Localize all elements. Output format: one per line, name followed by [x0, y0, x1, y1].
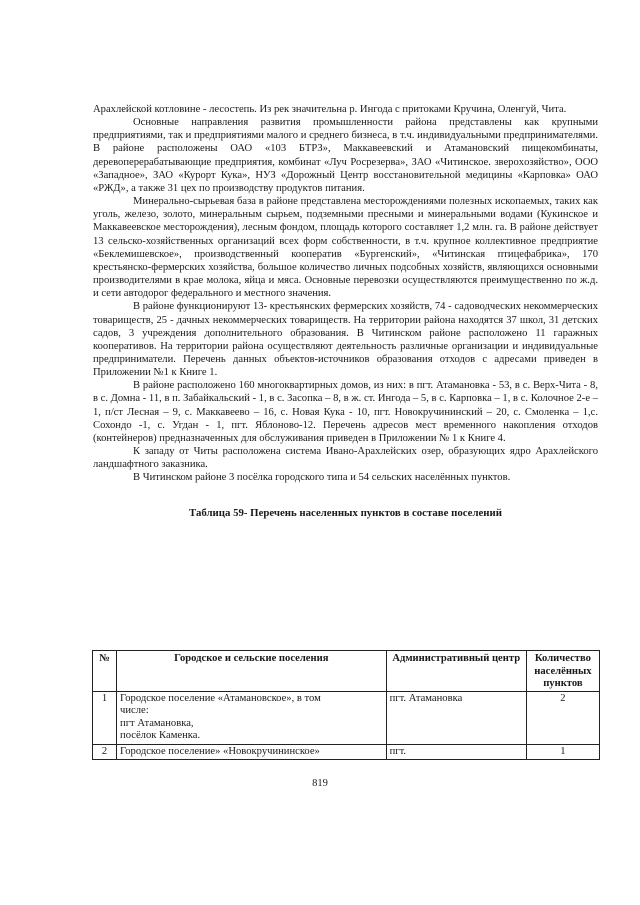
row-num: 1: [93, 691, 117, 744]
paragraph-7: В Читинском районе 3 посёлка городского типа и 54 сельских населённых пунктов.: [133, 472, 511, 484]
row-count: 1: [526, 744, 599, 760]
row-name-line: посёлок Каменка.: [120, 730, 201, 741]
header-name: Городское и сельские поселения: [117, 651, 387, 692]
header-count: Количество населённых пунктов: [526, 651, 599, 692]
paragraph-6: К западу от Читы расположена система Ивано-Арахлейских озер, образующих ядро Арахлейского ландшафтного заказника.: [93, 446, 598, 471]
paragraph-2: Основные направления развития промышленности района представлены как крупными предприятиями, так и предприятиями малого и среднего бизнеса, в т.ч. индивидуальными предпринимателями. В районе расположены ОАО «103 БТРЗ», Маккавеевский и Атамановский пищекомбинаты, деревоперерабатывающие предприятия, комбинат «Луч Росрезерва», ЗАО «Читинское. звероxозяйство», ООО «Западное», ЗАО «Курорт Кука», НУЗ «Дорожный Центр восстановительной медицины «Карповка» ОАО «РЖД», а также 31 цех по производству продуктов питания.: [93, 117, 598, 194]
settlements-table: [92, 650, 600, 760]
row-name-line: Городское поселение «Атамановское», в том: [120, 692, 321, 704]
table-row: [93, 744, 600, 760]
paragraph-4: В районе функционируют 13- крестьянских фермерских хозяйств, 74 - садоводческих некоммерческих товариществ, 25 - дачных некоммерческих товариществ. На территории района находятся 37 школ, 31 детских садов, 3 учреждения дополнительного образования. В Читинском районе расположено 11 гаражных кооперативов. На территории района осуществляют деятельность различные организации и индивидуальные предприниматели. Перечень данных объектов-источников образования отходов с адресами приведен в Приложении №1 к Книге 1.: [93, 301, 598, 379]
paragraph-3: Минерально-сырьевая база в районе представлена месторождениями полезных ископаемых, таких как уголь, железо, золото, минеральным сырьем, подземными пресными и минеральными водами (Кукинское и Маккавеевское месторождения), лесным фондом, площадь которого составляет 1,2 млн. га. В районе действует 13 сельско-хозяйственных организаций всех форм собственности, в т.ч. крупное коллективное предприятие «Беклемишевское», производственный кооператив «Бургенский», «Читинская птицефабрика», 170 крестьянско-фермерских хозяйства, большое количество личных подсобных хозяйств, являющихся основными производителями в крае молока, яйца и мяса. Основные перевозки осуществляются преимущественно по ж.д. и сети автодорог федерального и местного значения.: [93, 196, 598, 300]
page-number: 819: [312, 778, 328, 789]
document-body: [93, 103, 598, 520]
header-center: Административный центр: [386, 651, 526, 692]
paragraph-1: Арахлейской котловине - лесостепь. Из рек значительна р. Ингода с притоками Кручина, Оленгуй, Чита.: [93, 104, 567, 115]
table-header-row: [93, 651, 600, 692]
row-count: 2: [526, 691, 599, 744]
header-num: №: [93, 651, 117, 692]
row-name: [117, 691, 387, 744]
table-title: Таблица 59- Перечень населенных пунктов в составе поселений: [189, 506, 502, 519]
paragraph-5: В районе расположено 160 многоквартирных домов, из них: в пгт. Атамановка - 53, в с. Верх-Чита - 8, в с. Домна - 11, в п. Забайкальский - 1, в с. Засопка – 8, в ж. ст. Ингода – 5, в с. Карповка – 1, в с. Колочное 2-е – 1, п/ст Лесная – 9, с. Маккавеево – 16, с. Новая Кука - 10, пгт. Новокручининский – 20, с. Смоленка – 1,с. Сохондо -1, с. Угдан - 1, пгт. Яблоново-12. Перечень адресов мест временного накопления отходов (контейнеров) предназначенных для обслуживания приведен в Приложении № 1 к Книге 4.: [93, 380, 598, 444]
row-name-line: Городское поселение» «Новокручининское»: [120, 745, 320, 757]
row-center: пгт.: [386, 744, 526, 760]
row-num: 2: [93, 744, 117, 760]
row-name: [117, 744, 387, 760]
row-name-line: числе:: [120, 705, 149, 716]
row-center: пгт. Атамановка: [386, 691, 526, 744]
row-name-line: пгт Атамановка,: [120, 717, 194, 729]
table-row: [93, 691, 600, 744]
